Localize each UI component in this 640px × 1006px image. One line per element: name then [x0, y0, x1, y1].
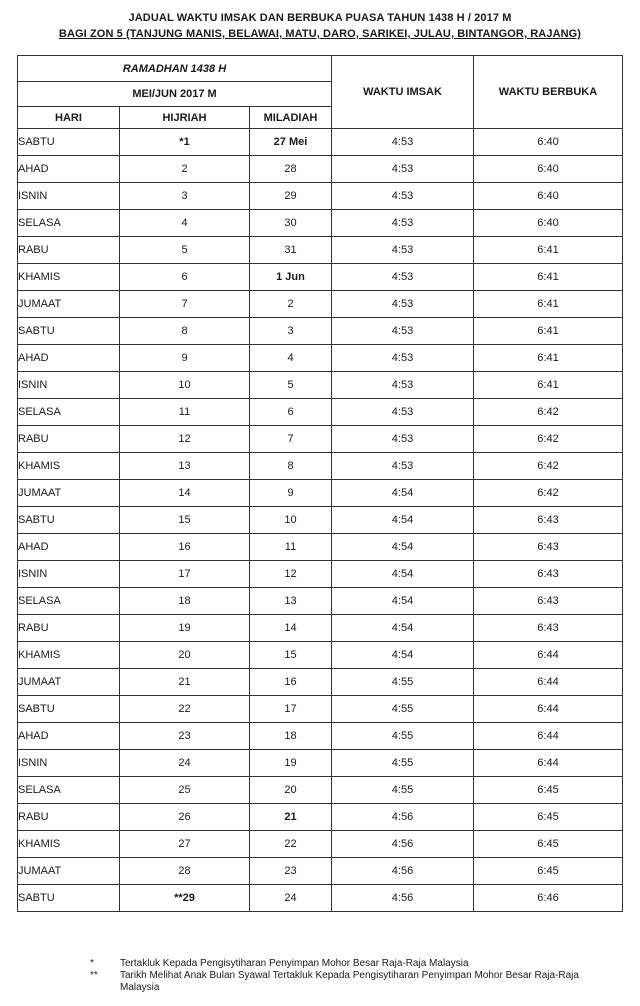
miladiah-cell: 11 — [250, 534, 332, 561]
miladiah-cell: 23 — [250, 858, 332, 885]
imsak-cell: 4:55 — [332, 777, 474, 804]
hari-cell: JUMAAT — [18, 669, 120, 696]
table-row — [18, 426, 623, 453]
berbuka-cell: 6:42 — [474, 399, 623, 426]
table-row — [18, 885, 623, 912]
miladiah-cell: 13 — [250, 588, 332, 615]
imsak-cell: 4:54 — [332, 534, 474, 561]
hijriah-cell: 2 — [120, 156, 250, 183]
hijriah-cell: 22 — [120, 696, 250, 723]
imsak-cell: 4:54 — [332, 642, 474, 669]
miladiah-cell: 8 — [250, 453, 332, 480]
berbuka-cell: 6:45 — [474, 777, 623, 804]
imsak-cell: 4:56 — [332, 831, 474, 858]
hari-cell: ISNIN — [18, 372, 120, 399]
hari-cell: AHAD — [18, 156, 120, 183]
schedule-table — [17, 55, 623, 912]
miladiah-cell: 18 — [250, 723, 332, 750]
berbuka-cell: 6:40 — [474, 210, 623, 237]
miladiah-cell: 24 — [250, 885, 332, 912]
berbuka-cell: 6:43 — [474, 561, 623, 588]
imsak-cell: 4:56 — [332, 885, 474, 912]
hari-cell: SELASA — [18, 399, 120, 426]
miladiah-cell: 28 — [250, 156, 332, 183]
hari-cell: ISNIN — [18, 183, 120, 210]
imsak-cell: 4:53 — [332, 129, 474, 156]
miladiah-cell: 1 Jun — [250, 264, 332, 291]
berbuka-cell: 6:43 — [474, 534, 623, 561]
hari-cell: SABTU — [18, 318, 120, 345]
hijriah-cell: 12 — [120, 426, 250, 453]
table-row — [18, 237, 623, 264]
imsak-cell: 4:56 — [332, 804, 474, 831]
table-row — [18, 831, 623, 858]
berbuka-cell: 6:44 — [474, 642, 623, 669]
table-row — [18, 372, 623, 399]
berbuka-cell: 6:44 — [474, 696, 623, 723]
hijriah-cell: 23 — [120, 723, 250, 750]
imsak-cell: 4:53 — [332, 156, 474, 183]
table-row — [18, 210, 623, 237]
hijriah-cell: 4 — [120, 210, 250, 237]
miladiah-cell: 21 — [250, 804, 332, 831]
imsak-cell: 4:55 — [332, 750, 474, 777]
hijriah-cell: **29 — [120, 885, 250, 912]
table-row — [18, 615, 623, 642]
hijriah-cell: 27 — [120, 831, 250, 858]
hijriah-cell: 16 — [120, 534, 250, 561]
hari-cell: JUMAAT — [18, 291, 120, 318]
hijriah-cell: 24 — [120, 750, 250, 777]
berbuka-cell: 6:44 — [474, 723, 623, 750]
hari-cell: KHAMIS — [18, 264, 120, 291]
miladiah-cell: 7 — [250, 426, 332, 453]
footnote-marker: * — [90, 958, 94, 969]
hijriah-cell: 20 — [120, 642, 250, 669]
hari-cell: KHAMIS — [18, 831, 120, 858]
miladiah-cell: 30 — [250, 210, 332, 237]
table-row — [18, 642, 623, 669]
hijriah-cell: 26 — [120, 804, 250, 831]
imsak-cell: 4:53 — [332, 318, 474, 345]
hari-cell: JUMAAT — [18, 480, 120, 507]
berbuka-cell: 6:45 — [474, 804, 623, 831]
table-row — [18, 723, 623, 750]
ramadhan-header: RAMADHAN 1438 H — [18, 56, 332, 82]
berbuka-cell: 6:41 — [474, 291, 623, 318]
hari-cell: ISNIN — [18, 750, 120, 777]
miladiah-cell: 20 — [250, 777, 332, 804]
table-row — [18, 318, 623, 345]
miladiah-cell: 2 — [250, 291, 332, 318]
miladiah-cell: 5 — [250, 372, 332, 399]
table-row — [18, 669, 623, 696]
berbuka-cell: 6:42 — [474, 480, 623, 507]
imsak-cell: 4:55 — [332, 723, 474, 750]
imsak-cell: 4:53 — [332, 426, 474, 453]
berbuka-cell: 6:41 — [474, 345, 623, 372]
berbuka-cell: 6:43 — [474, 588, 623, 615]
miladiah-cell: 3 — [250, 318, 332, 345]
berbuka-cell: 6:41 — [474, 318, 623, 345]
berbuka-cell: 6:41 — [474, 264, 623, 291]
hijriah-cell: 3 — [120, 183, 250, 210]
hijriah-cell: 21 — [120, 669, 250, 696]
footnote-2 — [90, 970, 590, 994]
hari-cell: SABTU — [18, 885, 120, 912]
hijriah-cell: 28 — [120, 858, 250, 885]
hijriah-cell: 25 — [120, 777, 250, 804]
miladiah-cell: 14 — [250, 615, 332, 642]
hari-cell: SELASA — [18, 210, 120, 237]
table-row — [18, 480, 623, 507]
miladiah-cell: 15 — [250, 642, 332, 669]
miladiah-cell: 17 — [250, 696, 332, 723]
table-row — [18, 129, 623, 156]
imsak-cell: 4:53 — [332, 453, 474, 480]
table-row — [18, 561, 623, 588]
hijriah-cell: 17 — [120, 561, 250, 588]
berbuka-cell: 6:40 — [474, 129, 623, 156]
berbuka-cell: 6:43 — [474, 615, 623, 642]
hijriah-cell: 5 — [120, 237, 250, 264]
table-row — [18, 264, 623, 291]
hari-cell: SABTU — [18, 129, 120, 156]
table-row — [18, 777, 623, 804]
hijriah-cell: 7 — [120, 291, 250, 318]
miladiah-cell: 31 — [250, 237, 332, 264]
imsak-header: WAKTU IMSAK — [332, 56, 474, 129]
table-row — [18, 345, 623, 372]
imsak-cell: 4:55 — [332, 669, 474, 696]
hijriah-header: HIJRIAH — [120, 107, 250, 129]
table-row — [18, 156, 623, 183]
imsak-cell: 4:54 — [332, 507, 474, 534]
berbuka-cell: 6:43 — [474, 507, 623, 534]
hari-cell: SABTU — [18, 507, 120, 534]
berbuka-cell: 6:41 — [474, 237, 623, 264]
berbuka-cell: 6:46 — [474, 885, 623, 912]
miladiah-cell: 29 — [250, 183, 332, 210]
footnote-1 — [90, 958, 469, 970]
hari-cell: AHAD — [18, 723, 120, 750]
hari-cell: AHAD — [18, 534, 120, 561]
hari-cell: AHAD — [18, 345, 120, 372]
hijriah-cell: 11 — [120, 399, 250, 426]
hari-cell: RABU — [18, 615, 120, 642]
miladiah-cell: 4 — [250, 345, 332, 372]
table-row — [18, 534, 623, 561]
table-row — [18, 399, 623, 426]
miladiah-cell: 16 — [250, 669, 332, 696]
berbuka-cell: 6:41 — [474, 372, 623, 399]
miladiah-cell: 22 — [250, 831, 332, 858]
document-title: JADUAL WAKTU IMSAK DAN BERBUKA PUASA TAHUN 1438 H / 2017 M — [128, 12, 512, 24]
hijriah-cell: 8 — [120, 318, 250, 345]
months-header: MEI/JUN 2017 M — [18, 82, 332, 107]
miladiah-cell: 12 — [250, 561, 332, 588]
miladiah-cell: 27 Mei — [250, 129, 332, 156]
berbuka-cell: 6:42 — [474, 453, 623, 480]
imsak-cell: 4:53 — [332, 399, 474, 426]
miladiah-cell: 6 — [250, 399, 332, 426]
table-row — [18, 750, 623, 777]
berbuka-cell: 6:44 — [474, 669, 623, 696]
footnote-text: Tertakluk Kepada Pengisytiharan Penyimpan Mohor Besar Raja-Raja Malaysia — [120, 958, 469, 969]
hijriah-cell: *1 — [120, 129, 250, 156]
hari-header: HARI — [18, 107, 120, 129]
imsak-cell: 4:54 — [332, 615, 474, 642]
hijriah-cell: 13 — [120, 453, 250, 480]
table-row — [18, 858, 623, 885]
imsak-cell: 4:53 — [332, 372, 474, 399]
berbuka-cell: 6:44 — [474, 750, 623, 777]
table-row — [18, 804, 623, 831]
hijriah-cell: 6 — [120, 264, 250, 291]
document-subtitle: BAGI ZON 5 (TANJUNG MANIS, BELAWAI, MATU, DARO, SARIKEI, JULAU, BINTANGOR, RAJANG) — [58, 28, 582, 40]
hijriah-cell: 18 — [120, 588, 250, 615]
berbuka-cell: 6:45 — [474, 831, 623, 858]
imsak-cell: 4:54 — [332, 588, 474, 615]
berbuka-cell: 6:42 — [474, 426, 623, 453]
hijriah-cell: 14 — [120, 480, 250, 507]
berbuka-cell: 6:40 — [474, 156, 623, 183]
table-row — [18, 588, 623, 615]
imsak-cell: 4:55 — [332, 696, 474, 723]
table-row — [18, 453, 623, 480]
hijriah-cell: 10 — [120, 372, 250, 399]
imsak-cell: 4:56 — [332, 858, 474, 885]
imsak-cell: 4:53 — [332, 291, 474, 318]
miladiah-cell: 10 — [250, 507, 332, 534]
footnote-marker: ** — [90, 970, 98, 981]
hari-cell: SELASA — [18, 588, 120, 615]
imsak-cell: 4:53 — [332, 345, 474, 372]
table-row — [18, 507, 623, 534]
imsak-cell: 4:53 — [332, 264, 474, 291]
hari-cell: ISNIN — [18, 561, 120, 588]
hari-cell: KHAMIS — [18, 453, 120, 480]
imsak-cell: 4:54 — [332, 480, 474, 507]
miladiah-cell: 19 — [250, 750, 332, 777]
table-row — [18, 696, 623, 723]
table-row — [18, 183, 623, 210]
miladiah-header: MILADIAH — [250, 107, 332, 129]
imsak-cell: 4:54 — [332, 561, 474, 588]
footnote-text: Tarikh Melihat Anak Bulan Syawal Tertakluk Kepada Pengisytiharan Penyimpan Mohor Besar Raja-Raja Malaysia — [120, 970, 579, 993]
hijriah-cell: 19 — [120, 615, 250, 642]
imsak-cell: 4:53 — [332, 183, 474, 210]
miladiah-cell: 9 — [250, 480, 332, 507]
hari-cell: RABU — [18, 804, 120, 831]
table-row — [18, 291, 623, 318]
berbuka-cell: 6:45 — [474, 858, 623, 885]
imsak-cell: 4:53 — [332, 237, 474, 264]
hari-cell: KHAMIS — [18, 642, 120, 669]
hari-cell: RABU — [18, 237, 120, 264]
hari-cell: SELASA — [18, 777, 120, 804]
berbuka-header: WAKTU BERBUKA — [474, 56, 623, 129]
hijriah-cell: 15 — [120, 507, 250, 534]
hari-cell: SABTU — [18, 696, 120, 723]
hijriah-cell: 9 — [120, 345, 250, 372]
imsak-cell: 4:53 — [332, 210, 474, 237]
hari-cell: RABU — [18, 426, 120, 453]
berbuka-cell: 6:40 — [474, 183, 623, 210]
hari-cell: JUMAAT — [18, 858, 120, 885]
